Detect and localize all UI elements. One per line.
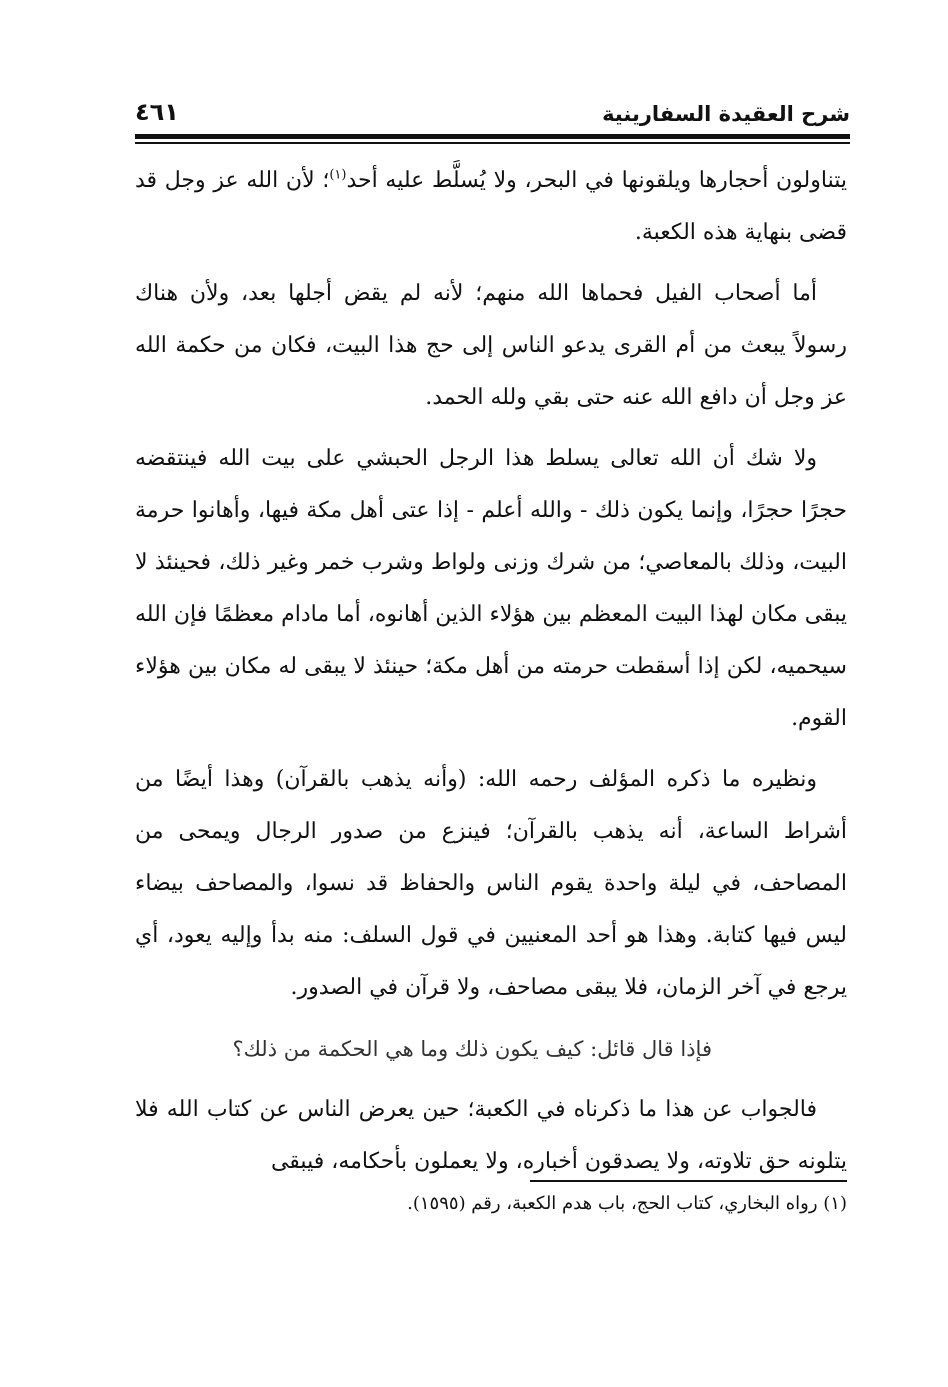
header-rule-thick xyxy=(135,134,850,139)
page-header xyxy=(135,96,850,136)
paragraph-3: ولا شك أن الله تعالى يسلط هذا الرجل الحبشي على بيت الله فينتقضه حجرًا حجرًا، وإنما يكون ذلك - والله أعلم - إذا عتى أهل مكة فيها، وأهانوا حرمة البيت، وذلك بالمعاصي؛ من شرك وزنى ولواط وشرب خمر وغير ذلك، فحينئذ لا يبقى مكان لهذا البيت المعظم بين هؤلاء الذين أهانوه، أما مادام معظمًا فإن الله سيحميه، لكن إذا أسقطت حرمته من أهل مكة؛ حينئذ لا يبقى له مكان بين هؤلاء القوم. xyxy=(135,446,847,731)
paragraph-4: ونظيره ما ذكره المؤلف رحمه الله: (وأنه يذهب بالقرآن) وهذا أيضًا من أشراط الساعة، أنه يذهب بالقرآن؛ فينزع من صدور الرجال ويمحى من المصاحف، في ليلة واحدة يقوم الناس والحفاظ قد نسوا، والمصاحف بيضاء ليس فيها كتابة. وهذا هو أحد المعنيين في قول السلف: منه بدأ وإليه يعود، أي يرجع في آخر الزمان، فلا يبقى مصاحف، ولا قرآن في الصدور. xyxy=(135,767,847,1000)
footnote: (١) رواه البخاري، كتاب الحج، باب هدم الكعبة، رقم (١٥٩٥). xyxy=(407,1193,847,1214)
footnote-separator xyxy=(530,1180,847,1182)
paragraph-1 xyxy=(135,155,847,259)
paragraph-2: أما أصحاب الفيل فحماها الله منهم؛ لأنه لم يقض أجلها بعد، ولأن هناك رسولاً يبعث من أم القرى يدعو الناس إلى حج هذا البيت، فكان من حكمة الله عز وجل أن دافع الله عنه حتى بقي ولله الحمد. xyxy=(135,281,847,410)
paragraph-1-text-a: يتناولون أحجارها ويلقونها في البحر، ولا يُسلَّط عليه أحد xyxy=(346,168,847,193)
page-number: ٤٦١ xyxy=(135,98,179,126)
paragraph-6: فالجواب عن هذا ما ذكرناه في الكعبة؛ حين يعرض الناس عن كتاب الله فلا يتلونه حق تلاوته، ولا يصدقون أخباره، ولا يعملون بأحكامه، فيبقى xyxy=(135,1097,847,1174)
footnote-reference[interactable]: (١) xyxy=(329,167,347,183)
main-text xyxy=(135,155,847,1197)
question-line: فإذا قال قائل: كيف يكون ذلك وما هي الحكمة من ذلك؟ xyxy=(232,1037,712,1061)
book-title: شرح العقيدة السفارينية xyxy=(602,102,850,126)
paragraph-1-text-b: ؛ لأن الله عز وجل قد قضى بنهاية هذه الكعبة. xyxy=(135,168,847,245)
header-rule-thin xyxy=(135,142,850,144)
